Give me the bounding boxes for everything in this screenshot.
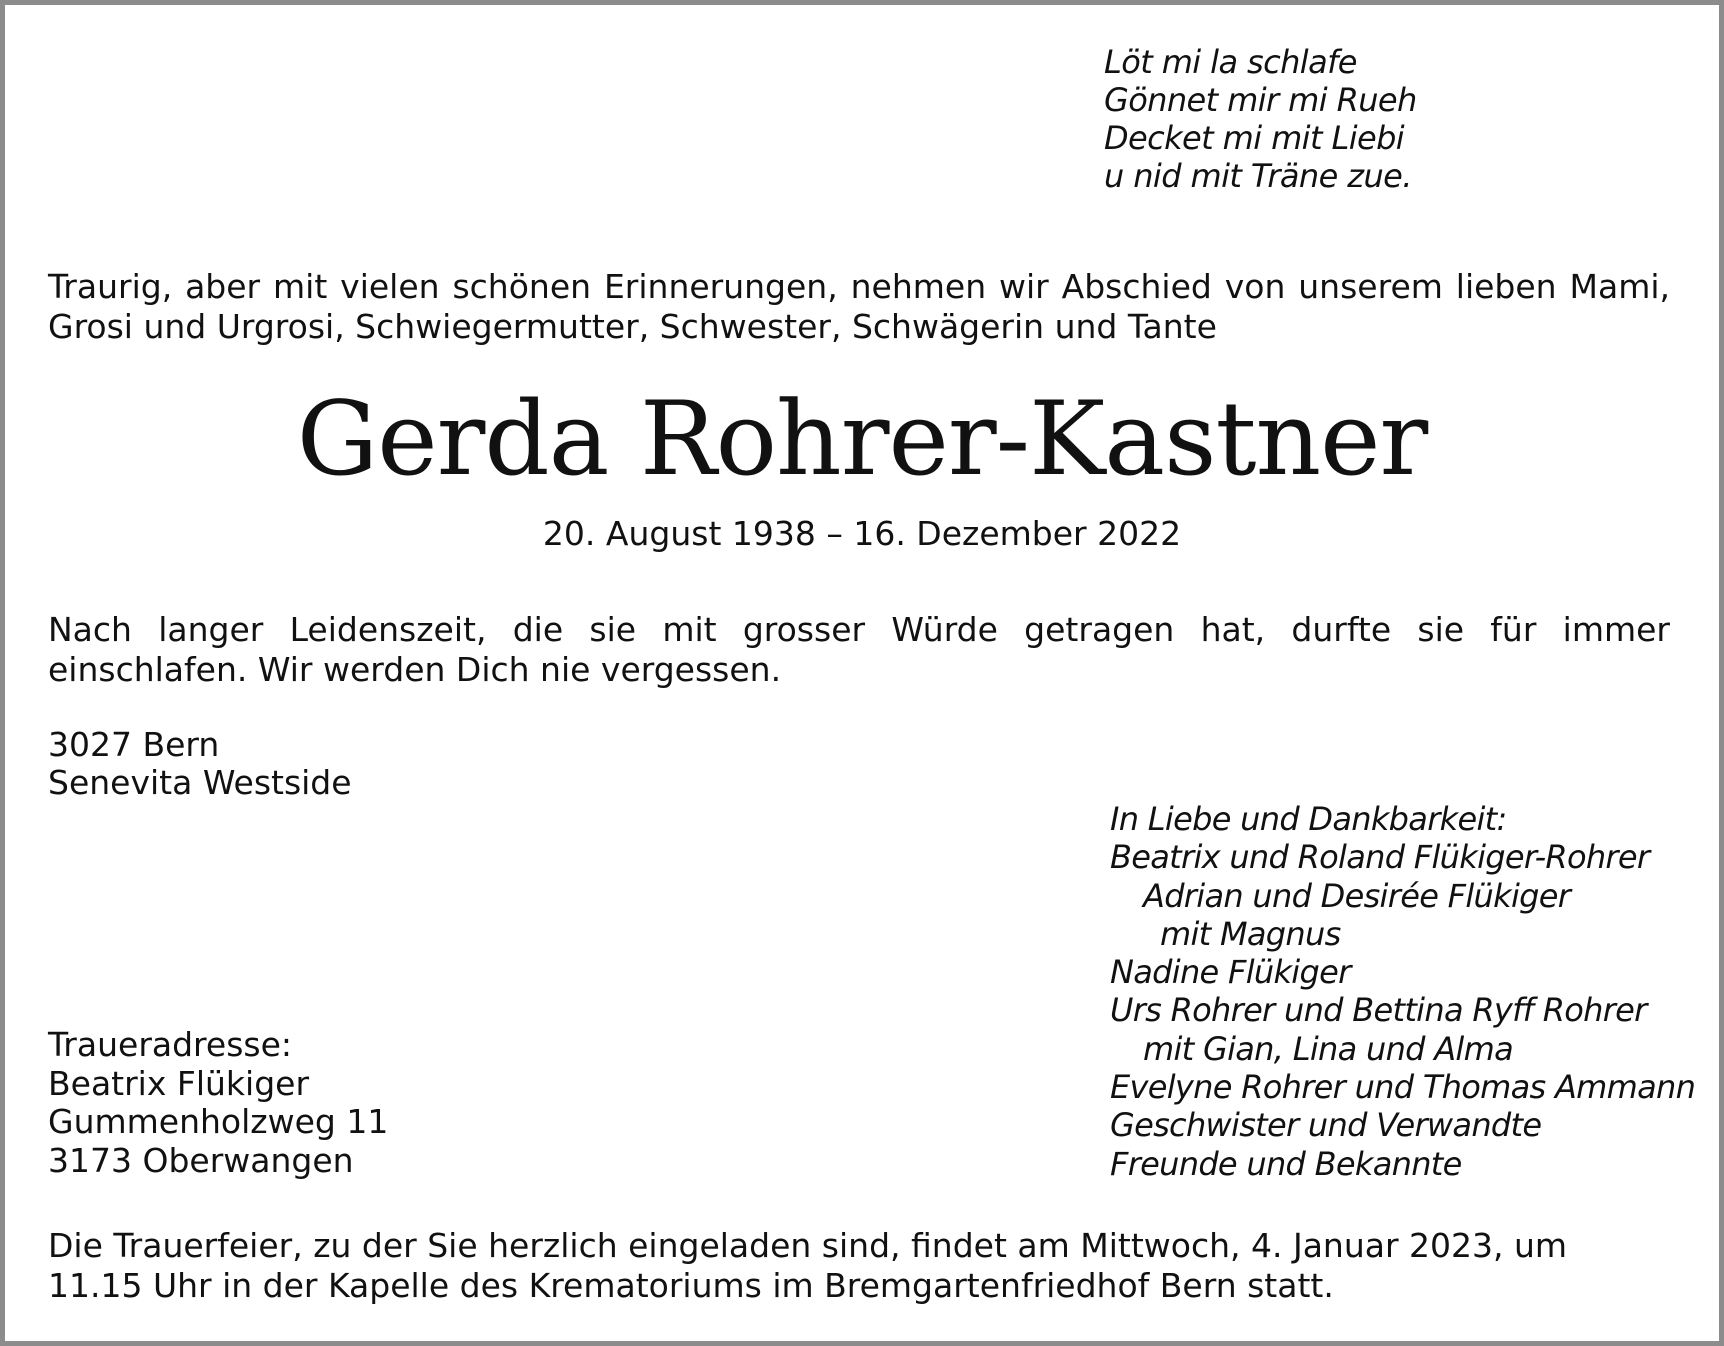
intro-text: Traurig, aber mit vielen schönen Erinnerungen, nehmen wir Abschied von unserem lieben Mami, Grosi und Urgrosi, Schwiegermutter, Schwester, Schwägerin und Tante — [48, 267, 1670, 346]
mourner: mit Magnus — [1160, 914, 1341, 953]
mourner: Freunde und Bekannte — [1110, 1144, 1462, 1183]
mourning-address — [48, 1026, 388, 1180]
mourner: Evelyne Rohrer und Thomas Ammann — [1110, 1068, 1696, 1107]
ceremony-info — [48, 1226, 1567, 1306]
farewell-text: Nach langer Leidenszeit, die sie mit grosser Würde getragen hat, durfte sie für immer einschlafen. Wir werden Dich nie vergessen. — [48, 610, 1670, 689]
ceremony-line: 11.15 Uhr in der Kapelle des Krematoriums im Bremgartenfriedhof Bern statt. — [48, 1266, 1334, 1305]
poem — [1104, 43, 1417, 195]
address-heading: Traueradresse: — [48, 1025, 293, 1064]
mourner: Adrian und Desirée Flükiger — [1143, 876, 1571, 915]
residence-line: 3027 Bern — [48, 725, 220, 764]
poem-line: Decket mi mit Liebi — [1104, 119, 1405, 157]
mourners-list — [1110, 800, 1695, 1183]
mourner: Geschwister und Verwandte — [1110, 1106, 1542, 1145]
mourner: Nadine Flükiger — [1110, 953, 1351, 992]
mourners-heading: In Liebe und Dankbarkeit: — [1110, 800, 1507, 838]
address-line: Gummenholzweg 11 — [48, 1102, 389, 1141]
life-dates: 20. August 1938 – 16. Dezember 2022 — [542, 514, 1182, 553]
ceremony-line: Die Trauerfeier, zu der Sie herzlich eingeladen sind, findet am Mittwoch, 4. Januar 2023, um — [48, 1226, 1568, 1265]
residence — [48, 726, 352, 802]
address-line: Beatrix Flükiger — [48, 1063, 310, 1103]
address-line: 3173 Oberwangen — [48, 1140, 354, 1180]
mourner: Beatrix und Roland Flükiger-Rohrer — [1110, 838, 1650, 877]
residence-line: Senevita Westside — [48, 763, 352, 802]
mourner: Urs Rohrer und Bettina Ryff Rohrer — [1110, 991, 1647, 1030]
deceased-name: Gerda Rohrer-Kastner — [296, 380, 1428, 499]
poem-line: Löt mi la schlafe — [1104, 43, 1357, 81]
poem-line: u nid mit Träne zue. — [1104, 157, 1412, 195]
mourner: mit Gian, Lina und Alma — [1143, 1029, 1513, 1068]
poem-line: Gönnet mir mi Rueh — [1104, 81, 1417, 119]
